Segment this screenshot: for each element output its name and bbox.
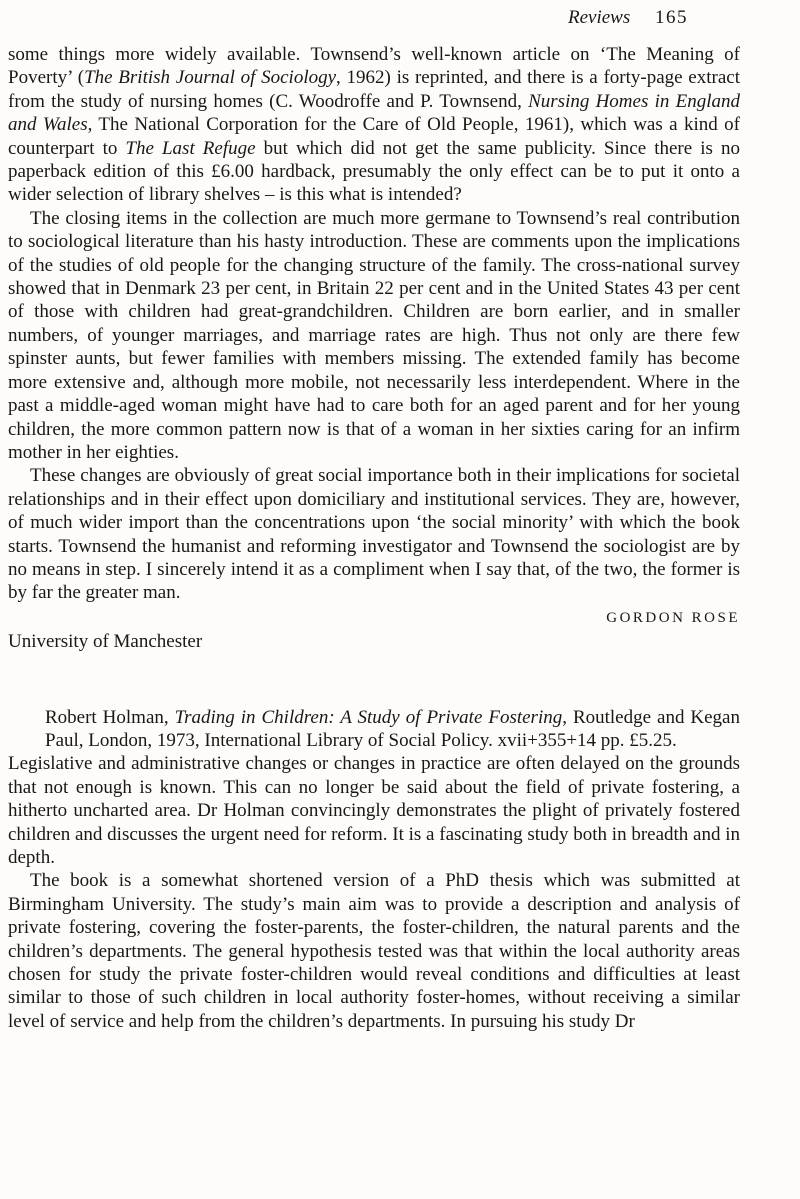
review-holman [8, 706, 740, 1034]
reviewer-affiliation: University of Manchester [8, 631, 203, 653]
text-run: , Routledge and Kegan Paul, London, 1973, International Library of Social Policy. xvii+355+14 pp. £5.25. [45, 706, 740, 751]
text-run: , The National Corporation for the Care of Old People, 1961), which was a kind of counterpart to [8, 114, 740, 159]
text-run: The book is a somewhat shortened version of a PhD thesis which was submitted at Birmingham University. The study’s main aim was to provide a description and analysis of private fostering, covering the foster-parents, the foster-children, the natural parents and the children’s departments. The general hypothesis tested was that within the local authority areas chosen for study the private foster-children would reveal conditions and difficulties at least similar to those of such children in local authority foster-homes, without receiving a similar level of service and help from the children’s departments. In pursuing his study Dr [8, 870, 740, 1032]
text-run: The British Journal of Sociology [84, 67, 337, 89]
review-paragraph [8, 752, 740, 869]
review-townsend [8, 43, 740, 654]
text-run: The closing items in the collection are much more germane to Townsend’s real contribution to sociological literature than his hasty introduction. These are comments upon the implications of the studies of old people for the changing structure of the family. The cross-national survey showed that in Denmark 23 per cent, in Britain 22 per cent and in the United States 43 per cent of those with children had great-grandchildren. Children are born earlier, and in smaller numbers, of younger marriages, and marriage rates are high. Thus not only are there few spinster aunts, but fewer families with members missing. The extended family has become more extensive and, although more mobile, not necessarily less interdependent. Where in the past a middle-aged woman might have had to care both for an aged parent and for her young children, the more common pattern now is that of a woman in her sixties caring for an infirm mother in her eighties. [8, 207, 740, 463]
text-run: some things more widely available. Townsend’s well-known article on ‘The Meaning of Poverty’ ( [8, 44, 740, 89]
page-header [8, 6, 740, 30]
running-title: Reviews [567, 7, 631, 28]
page-number: 165 [655, 7, 688, 28]
text-run: Trading in Children: A Study of Private Fostering [174, 706, 563, 728]
text-run: but which did not get the same publicity. Since there is no paperback edition of this £6.00 hardback, presumably the only effect can be to put it onto a wider selection of library shelves – is this what is intended? [8, 137, 740, 206]
review-paragraph [8, 207, 740, 464]
text-run: , 1962) is reprinted, and there is a forty-page extract from the study of nursing homes (C. Woodroffe and P. Townsend, [8, 67, 740, 112]
review-paragraph [8, 869, 740, 1033]
text-run: These changes are obviously of great social importance both in their implications for societal relationships and in their effect upon domiciliary and institutional services. They are, however, of much wider import than the concentrations upon ‘the social minority’ with which the book starts. Townsend the humanist and reforming investigator and Townsend the sociologist are by no means in step. I sincerely intend it as a compliment when I say that, of the two, the former is by far the greater man. [8, 465, 740, 604]
book-citation [45, 706, 740, 753]
text-run: Robert Holman, [45, 706, 175, 728]
review-paragraph [8, 43, 740, 207]
reviewer-signature: GORDON ROSE [606, 609, 740, 626]
review-paragraph [8, 464, 740, 604]
text-run: Legislative and administrative changes or changes in practice are often delayed on the grounds that not enough is known. This can no longer be said about the field of private fostering, a hitherto uncharted area. Dr Holman convincingly demonstrates the plight of privately fostered children and discusses the urgent need for reform. It is a fascinating study both in breadth and in depth. [8, 753, 741, 868]
text-run: Nursing Homes in England and Wales [8, 90, 740, 136]
text-run: The Last Refuge [125, 137, 256, 159]
